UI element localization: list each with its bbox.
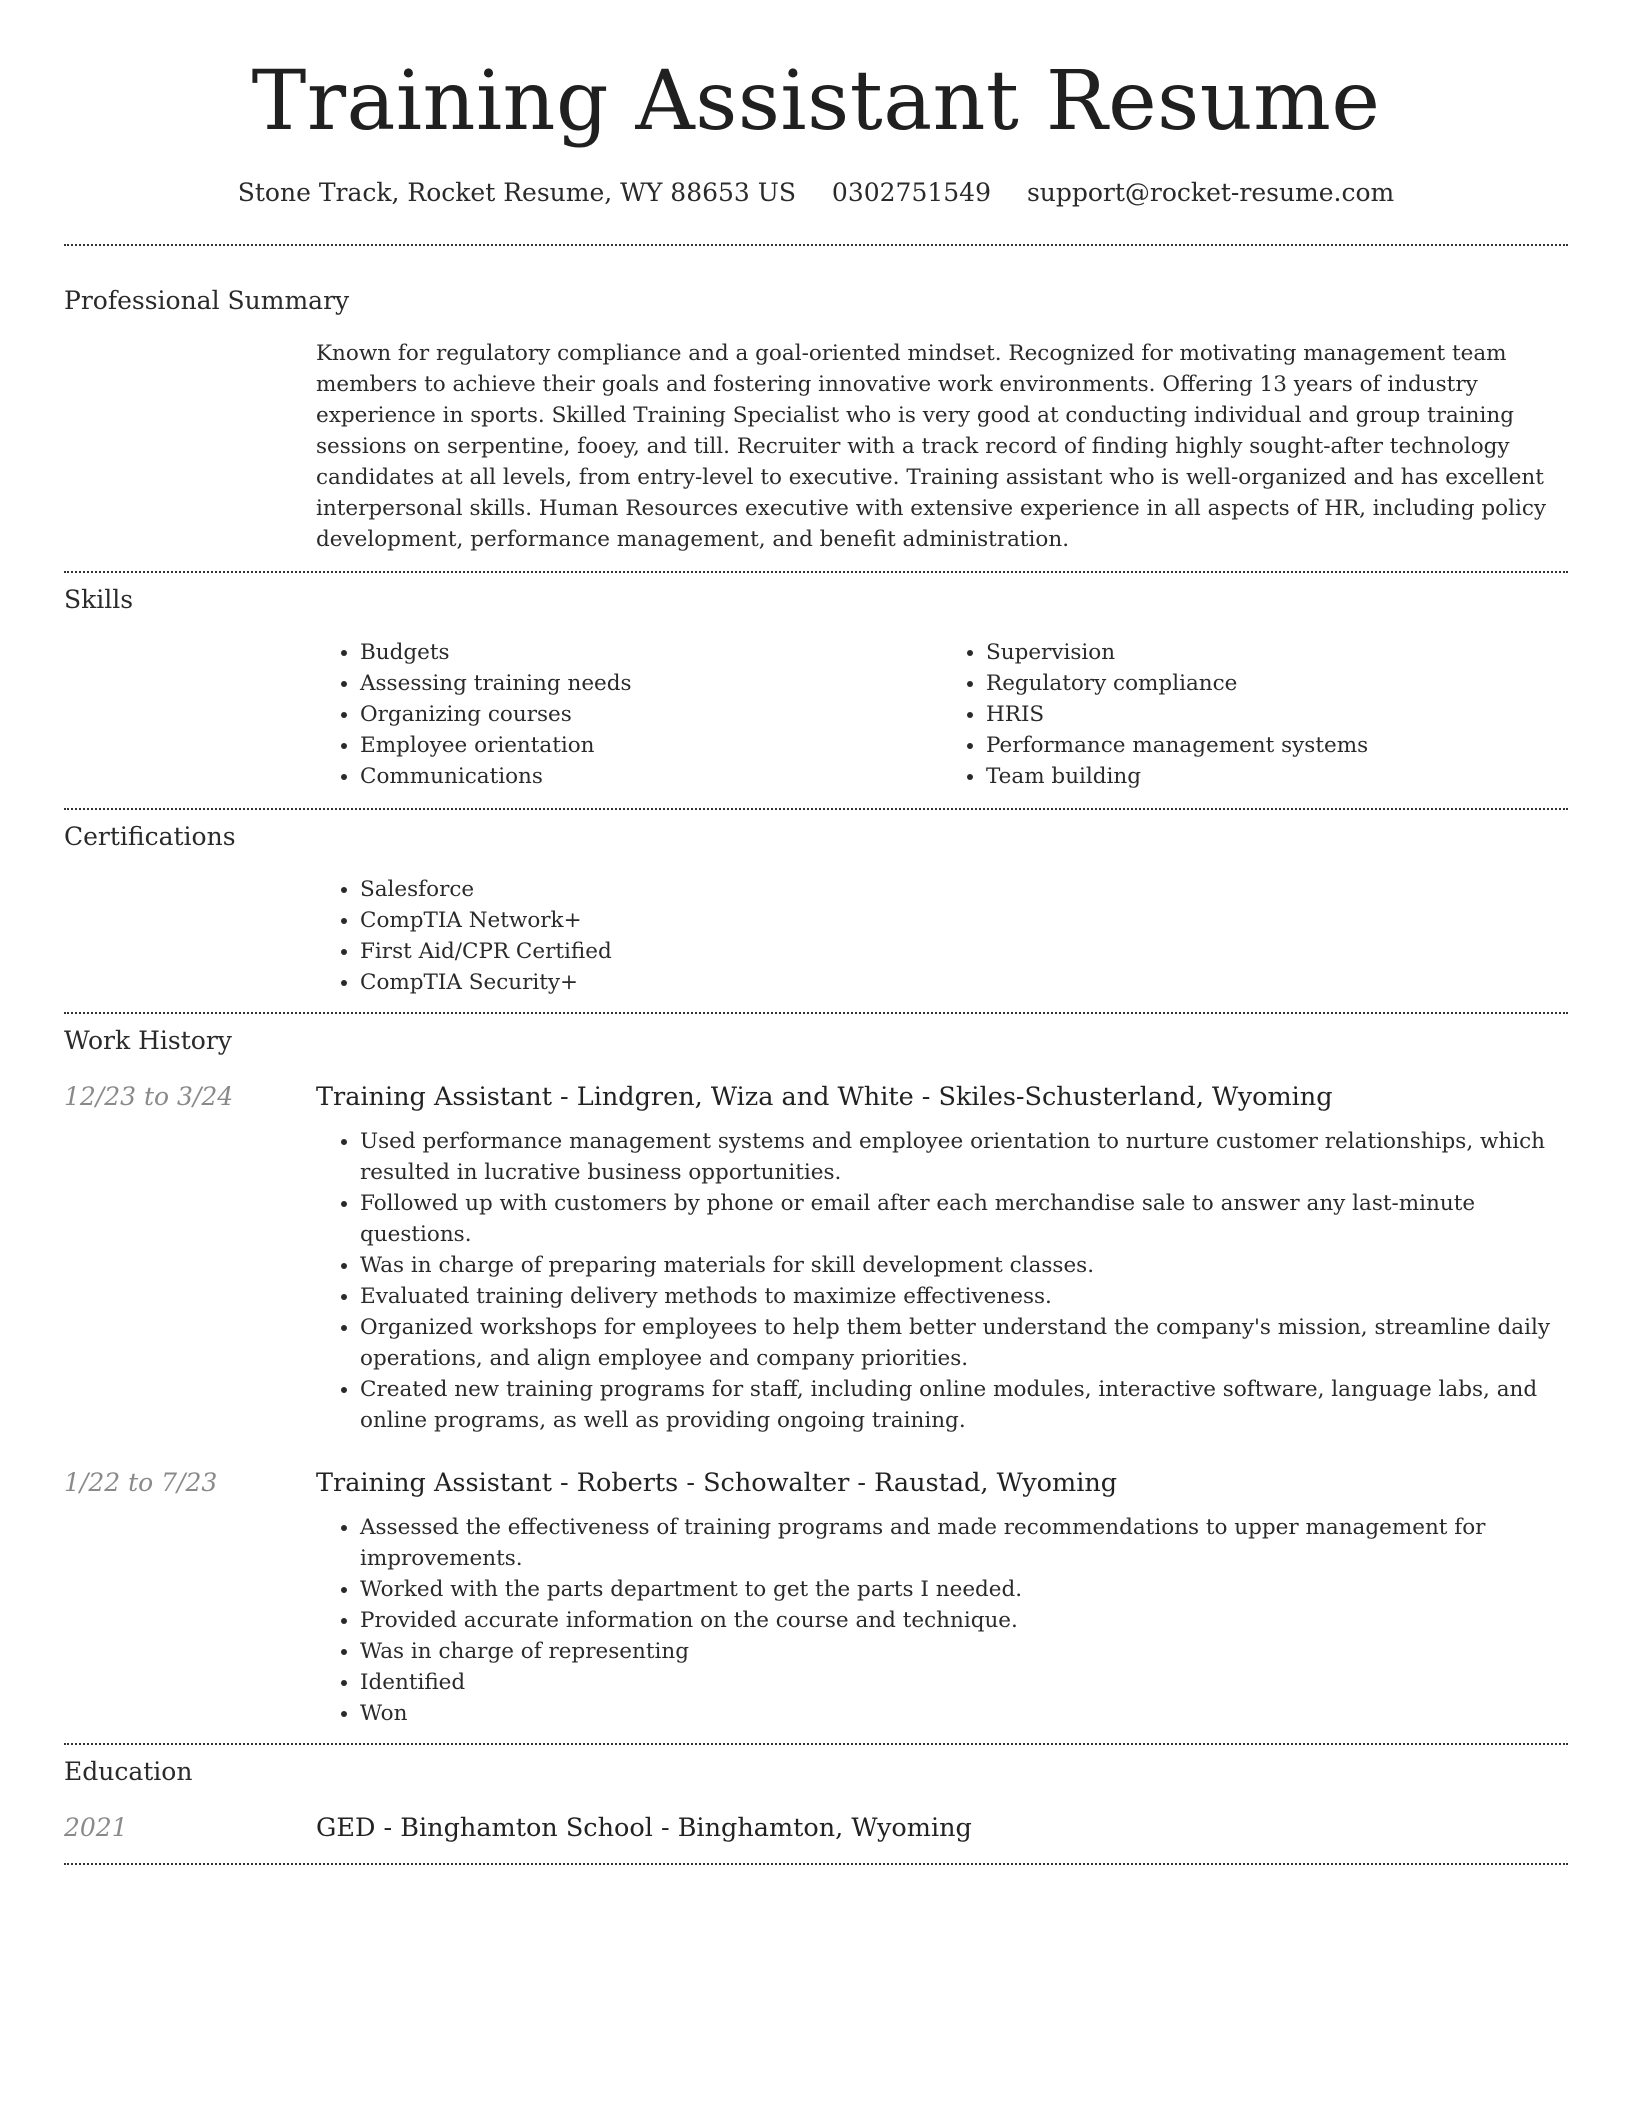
divider <box>64 1012 1568 1014</box>
list-item: • Team building <box>986 761 1568 792</box>
contact-email: support@rocket-resume.com <box>1026 178 1395 207</box>
job-title: Training Assistant - Roberts - Schowalter - Raustad, Wyoming <box>316 1468 1118 1498</box>
skills-list-left <box>316 637 942 792</box>
divider <box>64 244 1568 246</box>
list-item: • HRIS <box>986 699 1568 730</box>
list-item: • First Aid/CPR Certified <box>360 936 1568 967</box>
list-item: • CompTIA Security+ <box>360 967 1568 998</box>
list-item: • Evaluated training delivery methods to maximize effectiveness. <box>360 1281 1568 1312</box>
work-history-heading: Work History <box>64 1026 232 1055</box>
list-item: • Worked with the parts department to get the parts I needed. <box>360 1574 1568 1605</box>
list-item: • CompTIA Network+ <box>360 905 1568 936</box>
job-entry <box>64 1080 1568 1436</box>
contact-line <box>64 176 1568 210</box>
job-title: Training Assistant - Lindgren, Wiza and White - Skiles-Schusterland, Wyoming <box>316 1082 1333 1112</box>
list-item: • Organizing courses <box>360 699 942 730</box>
education-section <box>64 1755 1568 1845</box>
list-item: • Was in charge of preparing materials for skill development classes. <box>360 1250 1568 1281</box>
education-entry <box>64 1811 1568 1845</box>
certifications-block <box>316 874 1568 998</box>
job-bullets-block <box>316 1126 1568 1436</box>
summary-section <box>64 284 1568 555</box>
list-item: • Assessed the effectiveness of training programs and made recommendations to upper management for improvements. <box>360 1512 1568 1574</box>
summary-heading: Professional Summary <box>64 286 350 315</box>
contact-phone: 0302751549 <box>831 178 991 207</box>
contact-address: Stone Track, Rocket Resume, WY 88653 US <box>237 178 796 207</box>
summary-text: Known for regulatory compliance and a goal-oriented mindset. Recognized for motivating management team members to achieve their goals and fostering innovative work environments. Offering 13 years of industry experience in sports. Skilled Training Specialist who is very good at conducting individual and group training sessions on serpentine, fooey, and till. Recruiter with a track record of finding highly sought-after technology candidates at all levels, from entry-level to executive. Training assistant who is well-organized and has excellent interpersonal skills. Human Resources executive with extensive experience in all aspects of HR, including policy development, performance management, and benefit administration. <box>316 341 1547 552</box>
certifications-heading: Certifications <box>64 822 236 851</box>
list-item: • Assessing training needs <box>360 668 942 699</box>
resume-title: Training Assistant Resume <box>251 54 1381 149</box>
list-item: • Budgets <box>360 637 942 668</box>
list-item: • Organized workshops for employees to help them better understand the company's mission, streamline daily operations, and align employee and company priorities. <box>360 1312 1568 1374</box>
list-item: • Identified <box>360 1667 1568 1698</box>
certifications-section <box>64 820 1568 998</box>
education-title: GED - Binghamton School - Binghamton, Wyoming <box>316 1813 972 1843</box>
list-item: • Provided accurate information on the course and technique. <box>360 1605 1568 1636</box>
certifications-list <box>316 874 1568 998</box>
job-date: 1/22 to 7/23 <box>64 1468 218 1497</box>
education-date: 2021 <box>64 1813 128 1842</box>
list-item: • Created new training programs for staff, including online modules, interactive software, language labs, and online programs, as well as providing ongoing training. <box>360 1374 1568 1436</box>
job-bullets <box>316 1126 1568 1436</box>
list-item: • Regulatory compliance <box>986 668 1568 699</box>
job-bullets-block <box>316 1512 1568 1729</box>
skills-list-right <box>942 637 1568 792</box>
skills-heading: Skills <box>64 585 134 614</box>
work-history-section <box>64 1024 1568 1729</box>
list-item: • Was in charge of representing <box>360 1636 1568 1667</box>
job-date: 12/23 to 3/24 <box>64 1082 234 1111</box>
divider <box>64 1743 1568 1745</box>
list-item: • Used performance management systems and employee orientation to nurture customer relationships, which resulted in lucrative business opportunities. <box>360 1126 1568 1188</box>
list-item: • Supervision <box>986 637 1568 668</box>
skills-section <box>64 583 1568 792</box>
list-item: • Performance management systems <box>986 730 1568 761</box>
list-item: • Followed up with customers by phone or email after each merchandise sale to answer any last-minute questions. <box>360 1188 1568 1250</box>
divider <box>64 571 1568 573</box>
list-item: • Won <box>360 1698 1568 1729</box>
skills-grid <box>316 637 1568 792</box>
divider <box>64 1863 1568 1865</box>
list-item: • Communications <box>360 761 942 792</box>
list-item: • Employee orientation <box>360 730 942 761</box>
list-item: • Salesforce <box>360 874 1568 905</box>
job-bullets <box>316 1512 1568 1729</box>
job-header <box>64 1466 1568 1500</box>
education-heading: Education <box>64 1757 193 1786</box>
job-entry <box>64 1466 1568 1729</box>
divider <box>64 808 1568 810</box>
job-header <box>64 1080 1568 1114</box>
